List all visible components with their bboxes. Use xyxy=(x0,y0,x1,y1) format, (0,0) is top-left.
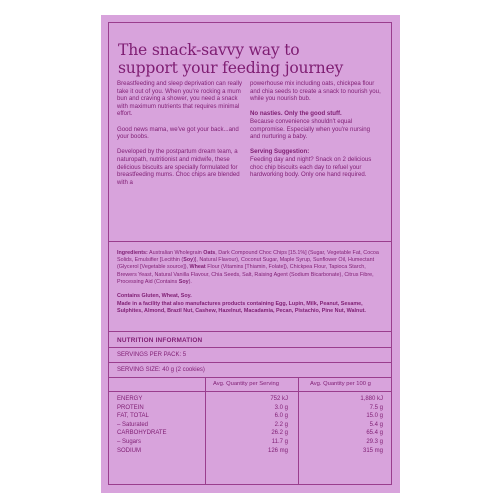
left-column xyxy=(117,80,248,194)
ingredients-text: , Dark Compound Choc Chips [15.1%] (Sugar, Vegetable Fat, Cocoa Solids, Emulsifier [Lecithin ( xyxy=(117,250,379,264)
per-100g-value: 7.5 g xyxy=(369,404,383,411)
divider-nutrition-top xyxy=(108,331,392,332)
row-label: – Sugars xyxy=(117,438,142,445)
divider-ingredients xyxy=(108,241,392,242)
table-row xyxy=(117,430,385,439)
per-serving-value: 752 kJ xyxy=(270,396,288,402)
facility-statement: Made in a facility that also manufactures products containing Egg, Lupin, Milk, Peanut, Sesame, Sulphites, Almond, Brazil Nut, Cashew, Hazelnut, Macadamia, Pecan, Pistachio, Pine Nut, Walnut. xyxy=(117,301,366,315)
per-100g-value: 65.4 g xyxy=(366,430,383,437)
headline-line-1: The snack-savvy way to xyxy=(118,41,300,59)
per-100g-value: 5.4 g xyxy=(369,421,383,428)
per-serving-value: 11.7 g xyxy=(271,438,288,445)
per-100g-value: 29.3 g xyxy=(366,438,383,445)
ingredients-label: Ingredients: xyxy=(117,250,148,256)
no-nasties-body: Because convenience shouldn't equal compromise. Especially when you're nursing and nurturing a baby. xyxy=(250,117,371,141)
allergen-oats: Oats xyxy=(203,250,216,256)
serving-suggestion-heading: Serving Suggestion: xyxy=(250,148,310,156)
header-per-serving: Avg. Quantity per Serving xyxy=(213,381,279,387)
per-serving-value: 2.2 g xyxy=(274,421,288,428)
divider-nutrition-title xyxy=(108,347,392,348)
per-100g-value: 15.0 g xyxy=(366,413,383,420)
ingredients-text: Flour (Vitamins [Thiamin, Folate]), Chickpea Flour, Tapioca Starch, Brewers Yeast, Natural Vanilla Flavour, Chia Seeds, Salt, Raising Agent (Sodium Bicarbonate), Citrus Fibre, Processing Aid (Contains xyxy=(117,264,374,285)
ingredients-block xyxy=(117,250,385,323)
ingredients-list xyxy=(117,250,385,286)
table-row xyxy=(117,439,385,448)
table-row xyxy=(117,413,385,422)
allergen-soy: Soy xyxy=(183,257,194,264)
nutrition-title: NUTRITION INFORMATION xyxy=(117,337,203,344)
row-label: FAT, TOTAL xyxy=(117,413,149,420)
per-serving-value: 26.2 g xyxy=(271,430,288,437)
powerhouse-paragraph: powerhouse mix including oats, chickpea flour and chia seeds to create a snack to nourish you, while you nourish bub. xyxy=(250,80,381,103)
no-nasties-paragraph xyxy=(250,110,381,140)
nutrition-table xyxy=(117,396,385,456)
allergen-wheat: Wheat xyxy=(189,264,206,271)
table-row xyxy=(117,405,385,414)
headline-line-2: support your feeding journey xyxy=(118,59,344,77)
per-serving-value: 6.0 g xyxy=(274,413,288,420)
ingredients-text: )], Natural Flavour), Coconut Sugar, Maple Syrup, Sunflower Oil, Humectant (Glycerol [Vegetable source]), xyxy=(117,257,375,271)
right-column xyxy=(250,80,381,186)
table-row xyxy=(117,396,385,405)
servings-per-pack: SERVINGS PER PACK: 5 xyxy=(117,352,187,358)
developed-by-paragraph: Developed by the postpartum dream team, a naturopath, nutritionist and midwife, these delicious biscuits are specially formulated for breastfeeding mums. Choc chips are blended with a xyxy=(117,148,240,186)
headline xyxy=(118,41,388,77)
table-row xyxy=(117,422,385,431)
divider-serving-size xyxy=(108,377,392,378)
serving-suggestion-paragraph xyxy=(250,148,381,178)
row-label: PROTEIN xyxy=(117,404,144,411)
no-nasties-heading: No nasties. Only the good stuff. xyxy=(250,110,342,118)
contains-statement: Contains Gluten, Wheat, Soy. xyxy=(117,293,192,300)
serving-size: SERVING SIZE: 40 g (2 cookies) xyxy=(117,367,205,373)
per-100g-value: 1,880 kJ xyxy=(360,396,383,402)
row-label: – Saturated xyxy=(117,421,149,428)
row-label: ENERGY xyxy=(117,396,143,402)
ingredients-text: Australian Wholegrain xyxy=(147,250,204,256)
header-per-100g: Avg. Quantity per 100 g xyxy=(310,381,371,387)
divider-servings xyxy=(108,362,392,363)
intro-paragraph: Breastfeeding and sleep deprivation can really take it out of you. When you're rocking a mum bun and craving a shower, you need a snack with maximum nutrients that requires minimal effort. xyxy=(117,80,243,118)
allergen-soy: Soy xyxy=(178,278,189,285)
row-label: SODIUM xyxy=(117,447,141,454)
divider-table-header xyxy=(108,391,392,392)
good-news-paragraph: Good news mama, we've got your back...and your boobs. xyxy=(117,125,239,141)
per-serving-value: 3.0 g xyxy=(274,404,288,411)
per-serving-value: 126 mg xyxy=(267,447,288,454)
ingredients-text: ). xyxy=(188,278,192,285)
serving-suggestion-body: Feeding day and night? Snack on 2 delicious choc chip biscuits each day to refuel your hardworking body. Only one hand required. xyxy=(250,155,372,179)
row-label: CARBOHYDRATE xyxy=(117,430,167,437)
per-100g-value: 315 mg xyxy=(362,447,383,454)
table-row xyxy=(117,448,385,457)
